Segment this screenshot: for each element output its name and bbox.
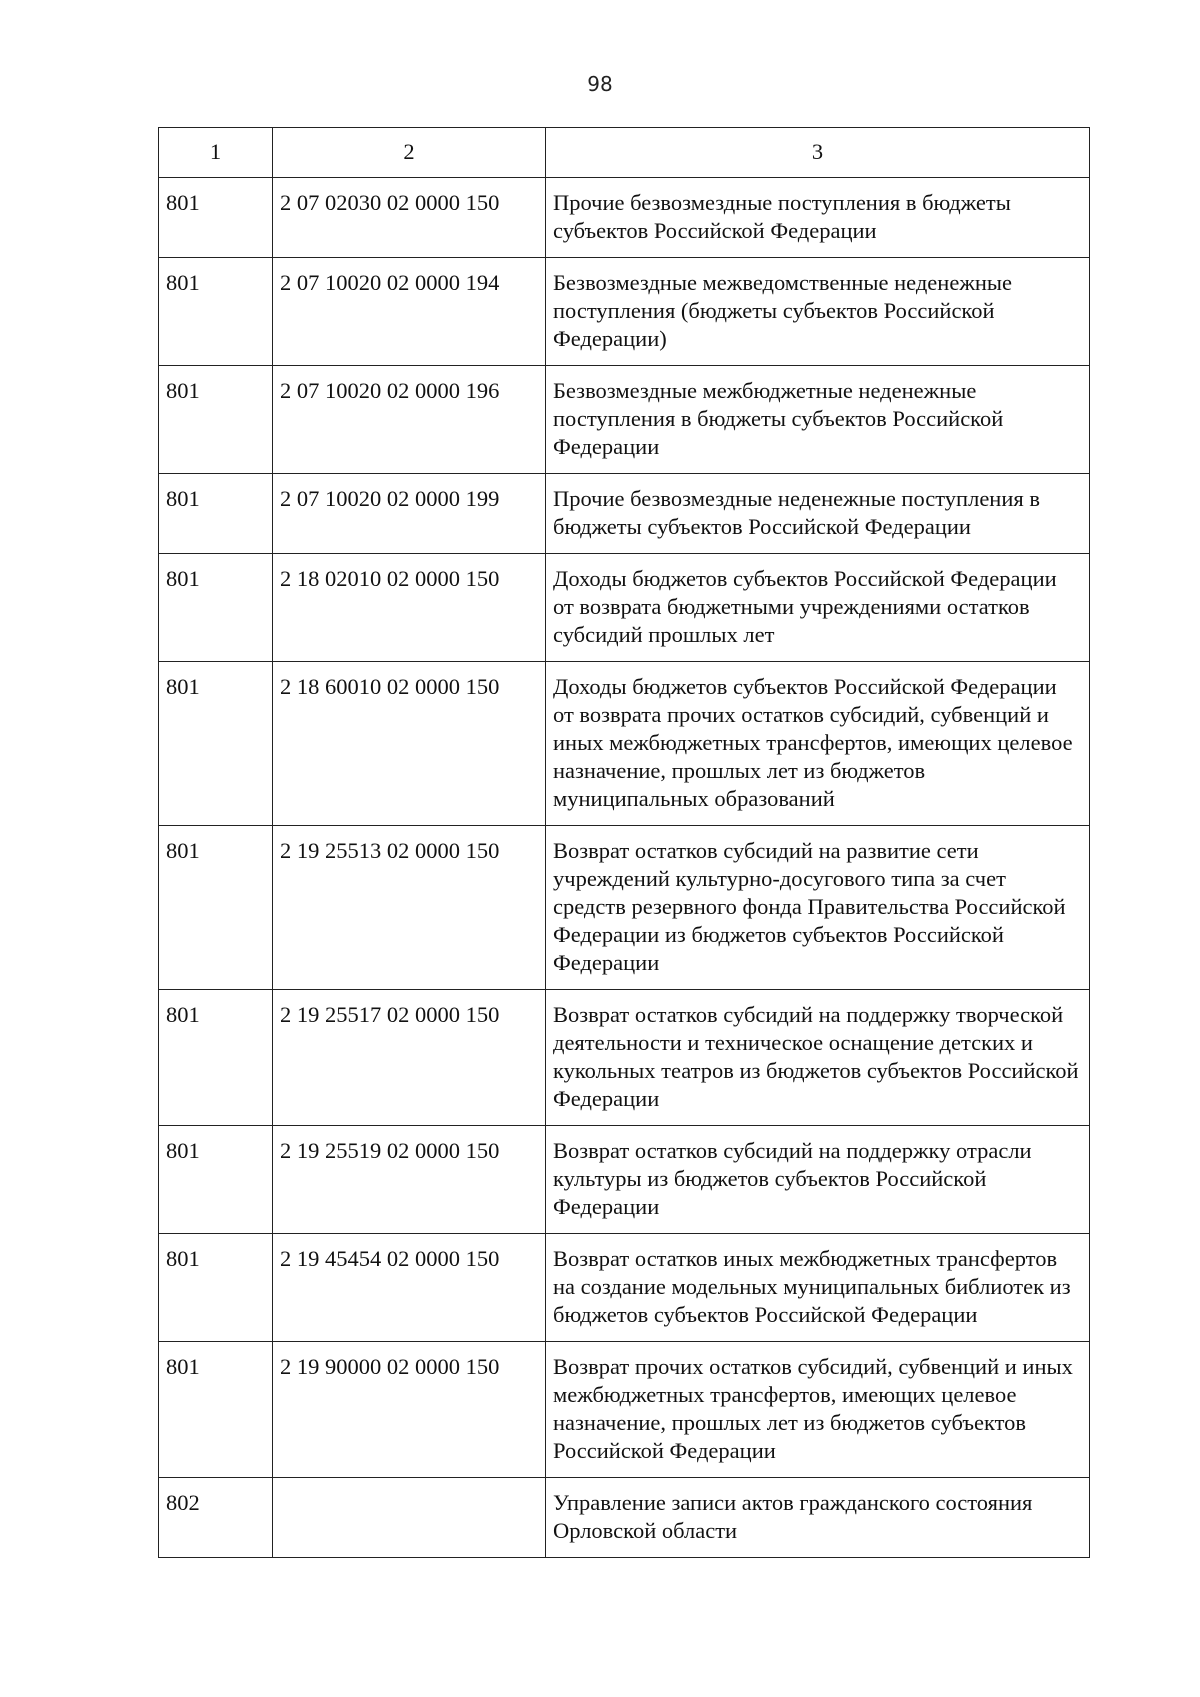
revenue-name-cell: Возврат остатков субсидий на поддержку отрасли культуры из бюджетов субъектов Российской Федерации bbox=[546, 1126, 1090, 1234]
admin-code-cell: 801 bbox=[159, 178, 273, 258]
column-header-2: 2 bbox=[273, 128, 546, 178]
revenue-code-cell: 2 07 02030 02 0000 150 bbox=[273, 178, 546, 258]
revenue-name-cell: Безвозмездные межведомственные неденежные поступления (бюджеты субъектов Российской Федерации) bbox=[546, 258, 1090, 366]
revenue-name-cell: Доходы бюджетов субъектов Российской Федерации от возврата бюджетными учреждениями остатков субсидий прошлых лет bbox=[546, 554, 1090, 662]
admin-code-cell: 801 bbox=[159, 554, 273, 662]
revenue-code-cell bbox=[273, 1478, 546, 1558]
admin-code-cell: 801 bbox=[159, 474, 273, 554]
revenue-code-cell: 2 07 10020 02 0000 196 bbox=[273, 366, 546, 474]
revenue-code-cell: 2 07 10020 02 0000 199 bbox=[273, 474, 546, 554]
page-number: 98 bbox=[587, 72, 613, 96]
revenue-name-cell: Управление записи актов гражданского состояния Орловской области bbox=[546, 1478, 1090, 1558]
revenue-code-cell: 2 18 02010 02 0000 150 bbox=[273, 554, 546, 662]
column-header-3: 3 bbox=[546, 128, 1090, 178]
revenue-name-cell: Безвозмездные межбюджетные неденежные поступления в бюджеты субъектов Российской Федерации bbox=[546, 366, 1090, 474]
revenue-code-cell: 2 19 45454 02 0000 150 bbox=[273, 1234, 546, 1342]
revenue-name-cell: Возврат остатков иных межбюджетных трансфертов на создание модельных муниципальных библиотек из бюджетов субъектов Российской Федерации bbox=[546, 1234, 1090, 1342]
revenue-code-cell: 2 07 10020 02 0000 194 bbox=[273, 258, 546, 366]
revenue-name-cell: Возврат остатков субсидий на развитие сети учреждений культурно-досугового типа за счет средств резервного фонда Правительства Российской Федерации из бюджетов субъектов Российской Федерации bbox=[546, 826, 1090, 990]
table-row bbox=[159, 826, 1090, 990]
revenue-code-cell: 2 19 25517 02 0000 150 bbox=[273, 990, 546, 1126]
table-row bbox=[159, 1234, 1090, 1342]
table-row bbox=[159, 474, 1090, 554]
revenue-name-cell: Возврат прочих остатков субсидий, субвенций и иных межбюджетных трансфертов, имеющих целевое назначение, прошлых лет из бюджетов субъектов Российской Федерации bbox=[546, 1342, 1090, 1478]
admin-code-cell: 801 bbox=[159, 826, 273, 990]
revenue-name-cell: Возврат остатков субсидий на поддержку творческой деятельности и техническое оснащение детских и кукольных театров из бюджетов субъектов Российской Федерации bbox=[546, 990, 1090, 1126]
admin-code-cell: 801 bbox=[159, 1234, 273, 1342]
table-row bbox=[159, 366, 1090, 474]
revenue-name-cell: Прочие безвозмездные поступления в бюджеты субъектов Российской Федерации bbox=[546, 178, 1090, 258]
table-header-row bbox=[159, 128, 1090, 178]
admin-code-cell: 801 bbox=[159, 662, 273, 826]
revenue-code-cell: 2 19 90000 02 0000 150 bbox=[273, 1342, 546, 1478]
admin-code-cell: 802 bbox=[159, 1478, 273, 1558]
table-row bbox=[159, 662, 1090, 826]
revenue-name-cell: Прочие безвозмездные неденежные поступления в бюджеты субъектов Российской Федерации bbox=[546, 474, 1090, 554]
table-row bbox=[159, 1478, 1090, 1558]
table-row bbox=[159, 258, 1090, 366]
table-row bbox=[159, 1126, 1090, 1234]
revenue-name-cell: Доходы бюджетов субъектов Российской Федерации от возврата прочих остатков субсидий, субвенций и иных межбюджетных трансфертов, имеющих целевое назначение, прошлых лет из бюджетов муниципальных образований bbox=[546, 662, 1090, 826]
column-header-1: 1 bbox=[159, 128, 273, 178]
table-row bbox=[159, 554, 1090, 662]
revenue-code-cell: 2 18 60010 02 0000 150 bbox=[273, 662, 546, 826]
admin-code-cell: 801 bbox=[159, 990, 273, 1126]
table-row bbox=[159, 1342, 1090, 1478]
revenue-codes-table bbox=[158, 127, 1090, 1558]
admin-code-cell: 801 bbox=[159, 258, 273, 366]
admin-code-cell: 801 bbox=[159, 366, 273, 474]
admin-code-cell: 801 bbox=[159, 1126, 273, 1234]
table-row bbox=[159, 178, 1090, 258]
revenue-code-cell: 2 19 25519 02 0000 150 bbox=[273, 1126, 546, 1234]
table-row bbox=[159, 990, 1090, 1126]
revenue-code-cell: 2 19 25513 02 0000 150 bbox=[273, 826, 546, 990]
admin-code-cell: 801 bbox=[159, 1342, 273, 1478]
